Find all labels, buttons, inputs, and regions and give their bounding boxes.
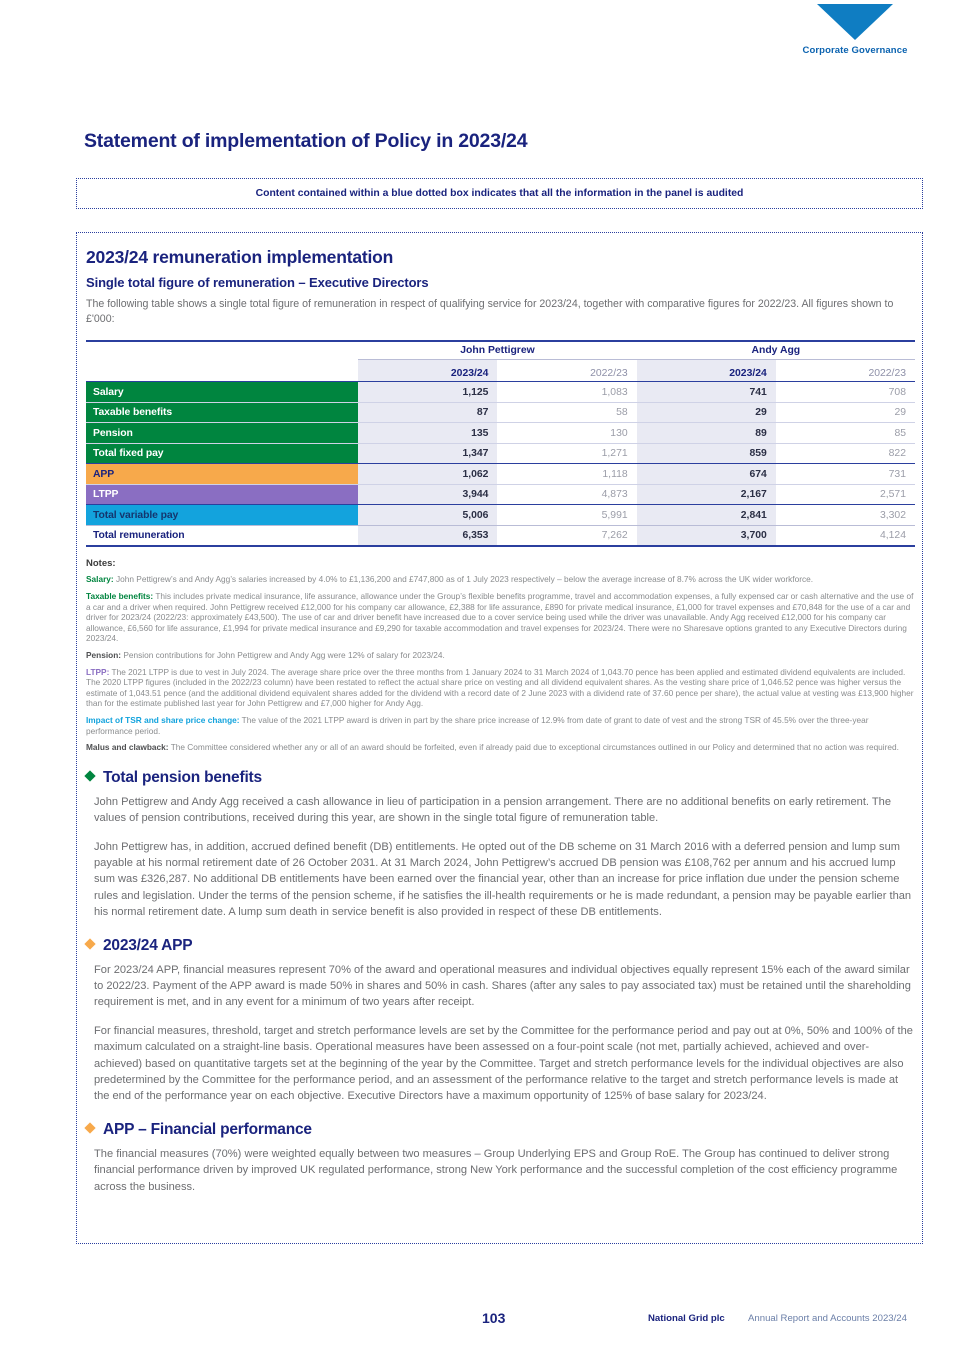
content-section: [86, 769, 913, 921]
section-paragraph: For 2023/24 APP, financial measures represent 70% of the award and operational measures and individual objectives equally represent 15% each of the award similar to 2022/23. Payment of the APP award is made 50% in shares and 50% in cash. Shares (after any sales to pay associated tax) must be retained until the shareholding requirement is met, and in any event for a minimum of two years after receipt.: [94, 963, 911, 1009]
table-director-header: John Pettigrew: [358, 341, 636, 360]
table-cell-value: 822: [776, 443, 915, 464]
table-cell-value: 1,125: [358, 382, 497, 403]
content-section: [86, 937, 913, 1105]
table-header-directors: [86, 341, 915, 360]
section-tag: Corporate Governance: [802, 45, 908, 56]
table-cell-value: 87: [358, 402, 497, 423]
table-header-years: [86, 360, 915, 382]
table-row-label: LTPP: [86, 484, 358, 505]
table-row-label: Total fixed pay: [86, 443, 358, 464]
table-cell-value: 1,118: [497, 464, 636, 485]
note-text: The 2021 LTPP is due to vest in July 2024. The average share price over the three months from 1 January 2024 to 31 March 2024 of 1,043.70 pence has been applied and estimated dividend equivalents are included. The 2020 LTPP figures (included in the 2022/23 column) have been restated to reflect the actual share price on vesting and all dividend equivalent shares. As the vesting share price of 1,046.52 pence was higher versus the estimate of 1,043.51 pence (and the additional dividend equivalent shares added for the dividend with a record date of 2 June 2023 with a dividend rate of 37.60 pence per share), the actual value at vesting was £13,900 higher than for the estimate published last year for John Pettigrew and £7,000 higher for Andy Agg.: [86, 666, 914, 709]
note-text: This includes private medical insurance, life assurance, allowance under the Group’s flexible benefits programme, travel and accommodation expenses, a fully expensed car or cash alternative and the use of a car and a driver when required. John Pettigrew received £12,000 for his company car allowance, £2,388 for life assurance, £890 for private medical insurance, £1,000 for travel expenses and £70,848 for the use of a car and driver for 2023/24 (2022/23: approximately £43,500). The use of car and driver benefit have increased due to a cover service being used while the driver was unavailable. Andy Agg received £12,000 for his company car allowance, £6,560 for life assurance, £1,994 for private medical insurance and £9,290 for taxable accommodation and travel expenses for 2023/24. There were no Sharesave options granted to any Executive Directors during 2023/24.: [86, 591, 914, 644]
table-director-header: Andy Agg: [637, 341, 915, 360]
audited-notice-box: [76, 178, 923, 209]
section-paragraph: John Pettigrew and Andy Agg received a cash allowance in lieu of participation in a pension arrangement. There are no additional benefits on early retirement. The values of pension contributions, received during this year, are shown in the single total figure of remuneration table.: [94, 795, 891, 825]
table-cell-value: 708: [776, 382, 915, 403]
table-cell-value: 1,083: [497, 382, 636, 403]
table-row: [86, 525, 915, 545]
note-item: [86, 715, 915, 736]
section-heading-text: APP – Financial performance: [103, 1120, 312, 1138]
footer-document: Annual Report and Accounts 2023/24: [748, 1313, 907, 1324]
table-cell-value: 3,302: [776, 505, 915, 526]
note-key: Salary:: [86, 574, 114, 585]
section-heading-text: 2023/24 APP: [103, 936, 193, 954]
table-year-header: 2022/23: [868, 368, 906, 380]
section-paragraph: For financial measures, threshold, target and stretch performance levels are set by the Committee for the performance period and pay out at 0%, 50% and 100% of the maximum calculated on a straight-line basis. Operational measures have been assessed on a four-point scale (not met, partially achieved, achieved and over-achieved) based on quantitative targets set at the beginning of the year by the Committee. Target and stretch performance levels for the individual objectives are also predetermined by the Committee for the performance period, and an assessment of the performance relative to the target and stretch performance levels is made at the end of the performance year on each objective. Executive Directors have a maximum opportunity of 125% of base salary for 2023/24.: [94, 1024, 913, 1103]
table-year-header: 2023/24: [637, 360, 776, 382]
table-row-label: APP: [86, 464, 358, 485]
table-year-header: 2023/24: [358, 360, 497, 382]
section-heading-text: Total pension benefits: [103, 768, 262, 786]
diamond-bullet-icon: [84, 938, 95, 949]
table-row-label: Taxable benefits: [86, 402, 358, 423]
page-number: 103: [482, 1310, 506, 1326]
table-row: [86, 464, 915, 485]
note-key: Pension:: [86, 649, 122, 660]
diamond-bullet-icon: [84, 770, 95, 781]
table-cell-value: 7,262: [497, 525, 636, 545]
table-row-label: Salary: [86, 382, 358, 403]
section-heading: [86, 769, 913, 787]
table-cell-value: 4,124: [776, 525, 915, 545]
table-cell-value: 135: [358, 423, 497, 444]
audited-notice-text: Content contained within a blue dotted box indicates that all the information in the panel is audited: [255, 188, 744, 199]
table-year-header: 2022/23: [590, 368, 628, 380]
note-key: Impact of TSR and share price change:: [86, 714, 240, 725]
table-cell-value: 29: [776, 402, 915, 423]
panel-intro: The following table shows a single total figure of remuneration in respect of qualifying service for 2023/24, together with comparative figures for 2022/23. All figures shown to £'000:: [86, 298, 894, 326]
audited-panel: [76, 232, 923, 1244]
remuneration-table: [86, 340, 915, 545]
note-item: [86, 650, 915, 661]
table-cell-value: 3,700: [637, 525, 776, 545]
table-bottom-rule: [86, 545, 915, 547]
section-heading: [86, 937, 913, 955]
panel-subheading: Single total figure of remuneration – Executive Directors: [86, 275, 429, 290]
panel-heading: 2023/24 remuneration implementation: [86, 247, 394, 267]
page-title: Statement of implementation of Policy in 2023/24: [84, 130, 528, 152]
table-cell-value: 89: [637, 423, 776, 444]
table-row: [86, 382, 915, 403]
table-cell-value: 859: [637, 443, 776, 464]
table-cell-value: 674: [637, 464, 776, 485]
note-text: John Pettigrew’s and Andy Agg’s salaries increased by 4.0% to £1,136,200 and £747,800 as of 1 July 2023 respectively – below the average increase of 8.7% across the UK wider workforce.: [113, 574, 814, 585]
section-heading: [86, 1121, 913, 1139]
table-cell-value: 1,271: [497, 443, 636, 464]
notes-block: [86, 558, 915, 752]
note-text: Pension contributions for John Pettigrew and Andy Agg were 12% of salary for 2023/24.: [121, 649, 445, 660]
page-header: [745, 0, 965, 56]
table-row: [86, 484, 915, 505]
table-cell-value: 6,353: [358, 525, 497, 545]
page-footer: [0, 1310, 965, 1330]
table-cell-value: 58: [497, 402, 636, 423]
note-text: The Committee considered whether any or all of an award should be forfeited, even if already paid due to exceptional circumstances outlined in our Policy and determined that no action was required.: [168, 742, 899, 753]
note-text: The value of the 2021 LTPP award is driven in part by the share price increase of 12.9% from date of grant to date of vest and the strong TSR of 45.5% over the three-year performance period.: [86, 714, 869, 736]
table-cell-value: 3,944: [358, 484, 497, 505]
table-corner-cell: [86, 341, 358, 360]
table-cell-value: 2,841: [637, 505, 776, 526]
table-spacer-cell: [86, 360, 358, 382]
table-cell-value: 5,991: [497, 505, 636, 526]
note-key: LTPP:: [86, 666, 110, 677]
table-cell-value: 1,062: [358, 464, 497, 485]
table-cell-value: 4,873: [497, 484, 636, 505]
section-paragraph: John Pettigrew has, in addition, accrued defined benefit (DB) entitlements. He opted out of the DB scheme on 31 March 2016 with a deferred pension and lump sum payable at his normal retirement date of 26 October 2031. At 31 March 2024, John Pettigrew’s accrued DB pension was £108,762 per annum and his accrued lump sum was £326,287. No additional DB entitlements have been earned over the financial year, other than an increase for price inflation due under the pension scheme rules and legislation. Under the terms of the pension scheme, if he satisfies the ill-health requirements or he is made redundant, a pension may be payable earlier than his normal retirement date. A lump sum death in service benefit is also provided in respect of these DB entitlements.: [94, 840, 912, 919]
table-row: [86, 505, 915, 526]
table-cell-value: 85: [776, 423, 915, 444]
table-cell-value: 130: [497, 423, 636, 444]
notes-title: Notes:: [86, 558, 116, 570]
footer-brand: National Grid plc: [648, 1313, 725, 1324]
table-cell-value: 5,006: [358, 505, 497, 526]
table-cell-value: 29: [637, 402, 776, 423]
table-row: [86, 443, 915, 464]
note-item: [86, 742, 915, 753]
diamond-bullet-icon: [84, 1122, 95, 1133]
table-row-label: Total remuneration: [86, 525, 358, 545]
section-paragraph: The financial measures (70%) were weighted equally between two measures – Group Underlying EPS and Group RoE. The Group has continued to deliver strong financial performance driven by improved UK regulated performance, strong New York performance and the successful completion of the cost efficiency programme across the business.: [94, 1147, 898, 1193]
table-cell-value: 741: [637, 382, 776, 403]
table-row: [86, 423, 915, 444]
note-item: [86, 591, 915, 644]
triangle-down-icon: [817, 4, 893, 40]
table-cell-value: 2,167: [637, 484, 776, 505]
table-row-label: Pension: [86, 423, 358, 444]
table-cell-value: 1,347: [358, 443, 497, 464]
table-cell-value: 731: [776, 464, 915, 485]
table-row: [86, 402, 915, 423]
note-item: [86, 574, 915, 585]
table-cell-value: 2,571: [776, 484, 915, 505]
note-key: Taxable benefits:: [86, 591, 154, 601]
note-item: [86, 667, 915, 709]
content-section: [86, 1121, 913, 1195]
note-key: Malus and clawback:: [86, 742, 169, 753]
table-row-label: Total variable pay: [86, 505, 358, 526]
